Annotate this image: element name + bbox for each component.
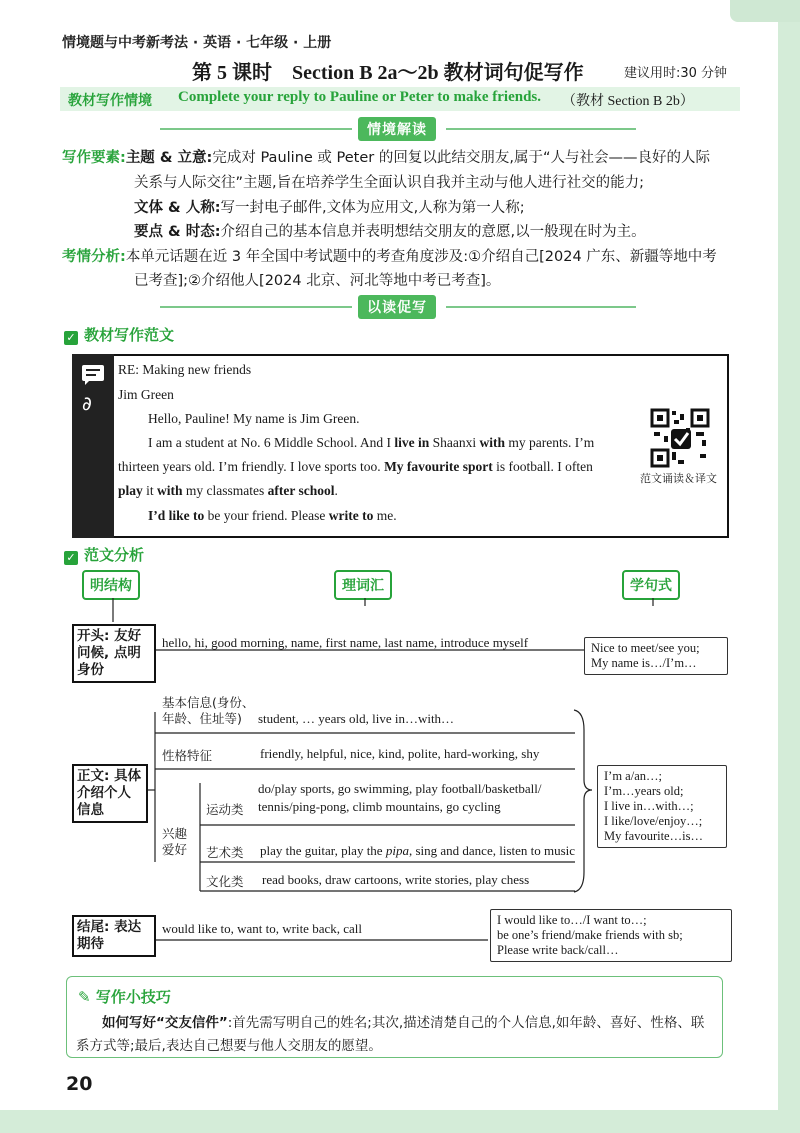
elements-line-2: 关系与人际交往”主题,旨在培养学生全面认识自我并主动与他人进行社交的能力;: [134, 175, 645, 191]
t: after school: [267, 483, 335, 498]
essay-greeting: Hello, Pauline! My name is Jim Green.: [148, 411, 360, 426]
points-key: 要点 & 时态:: [134, 224, 221, 240]
col-structure: 明结构: [82, 570, 140, 600]
t: me.: [373, 508, 397, 523]
t: it: [142, 483, 158, 498]
sample-heading: 教材写作范文: [84, 326, 175, 344]
t: I’d like to: [148, 508, 205, 523]
personality-vocab: friendly, helpful, nice, kind, polite, hard-working, shy: [260, 746, 540, 761]
style-key: 文体 & 人称:: [134, 200, 221, 216]
link-icon: ∂: [82, 393, 92, 415]
sentence: I like/love/enjoy…;: [604, 814, 703, 828]
t: My favourite sport: [384, 459, 493, 474]
points-text: 介绍自己的基本信息并表明想结交朋友的意愿,以一般现在时为主。: [220, 224, 646, 240]
t: pipa: [385, 843, 409, 858]
arts-label: 艺术类: [206, 845, 244, 860]
sentence: Nice to meet/see you;: [591, 641, 700, 655]
closing-label: 结尾: 表达期待: [72, 915, 156, 957]
essay-from: Jim Green: [118, 387, 174, 402]
sports-vocab-1: do/play sports, go swimming, play football/basketball/: [258, 781, 542, 796]
style-text: 写一封电子邮件,文体为应用文,人称为第一人称;: [220, 200, 525, 216]
t: with: [479, 435, 505, 450]
t: Shaanxi: [429, 435, 480, 450]
closing-vocab: would like to, want to, write back, call: [162, 921, 363, 936]
tips-bold: 如何写好“交友信件”: [102, 1015, 228, 1031]
culture-vocab: read books, draw cartoons, write stories, play chess: [262, 872, 530, 887]
suggested-time: 建议用时:30 分钟: [624, 66, 728, 81]
page-number: 20: [66, 1073, 93, 1095]
opening-label: 开头: 友好问候, 点明身份: [72, 624, 156, 683]
sentence: I’m…years old;: [604, 784, 684, 798]
writing-label: 写作要素:: [62, 150, 126, 166]
essay-re: RE: Making new friends: [118, 362, 252, 377]
tips-line-1: [102, 1011, 704, 1031]
check-icon: ✓: [64, 551, 78, 565]
context-label: 教材写作情境: [68, 93, 152, 109]
tips-line-2: 系方式等;最后,表达自己想要与他人交朋友的愿望。: [76, 1038, 382, 1054]
lesson-title: 第 5 课时 Section B 2a～2b 教材词句促写作: [192, 62, 584, 84]
sentence: I would like to…/I want to…;: [497, 913, 647, 927]
book-title: 情境题与中考新考法 · 英语 · 七年级 · 上册: [62, 35, 332, 51]
t: my parents. I’m: [505, 435, 595, 450]
basic-info-label-1: 基本信息(身份、: [162, 695, 255, 710]
arts-vocab: [260, 843, 575, 859]
t: .: [334, 483, 338, 498]
qr-caption: 范文诵读＆译文: [640, 472, 717, 485]
sports-vocab-2: tennis/ping-pong, climb mountains, go cycling: [258, 799, 501, 814]
body-sentences: [597, 765, 727, 848]
basic-info-vocab: student, … years old, live in…with…: [258, 711, 455, 726]
opening-vocab: hello, hi, good morning, name, first name, last name, introduce myself: [162, 635, 529, 650]
closing-sentences: [490, 909, 732, 962]
t: I am a student at No. 6 Middle School. And I: [148, 435, 395, 450]
context-text: Complete your reply to Pauline or Peter to make friends.: [178, 89, 542, 105]
exam-line-2: 已考查];②介绍他人[2024 北京、河北等地中考已考查]。: [134, 273, 501, 289]
sentence: be one’s friend/make friends with sb;: [497, 928, 683, 942]
opening-sentences: [584, 637, 728, 675]
hobby-label: 兴趣爱好: [162, 826, 188, 857]
personality-label: 性格特征: [162, 748, 213, 763]
sentence: Please write back/call…: [497, 943, 619, 957]
sentence: My favourite…is…: [604, 829, 703, 843]
tips-heading: 写作小技巧: [95, 988, 171, 1006]
exam-label: 考情分析:: [62, 249, 126, 265]
exam-text-1: 本单元话题在近 3 年全国中考试题中的考查角度涉及:①介绍自己[2024 广东、新疆等地中考: [125, 249, 717, 265]
analysis-heading: 范文分析: [84, 546, 145, 564]
tips-text-1: :首先需写明自己的姓名;其次,描述清楚自己的个人信息,如年龄、喜好、性格、联: [227, 1015, 705, 1031]
col-vocab: 理词汇: [334, 570, 392, 600]
culture-label: 文化类: [206, 874, 244, 889]
t: play the guitar, play the: [260, 843, 386, 858]
theme-key: 主题 & 立意:: [125, 150, 213, 166]
check-icon: ✓: [64, 331, 78, 345]
t: live in: [394, 435, 430, 450]
divider-situation: 情境解读: [358, 117, 436, 141]
sentence: I’m a/an…;: [604, 769, 662, 783]
t: with: [157, 483, 183, 498]
t: my classmates: [182, 483, 268, 498]
pen-icon: ✎: [78, 988, 91, 1006]
t: is football. I often: [492, 459, 593, 474]
t: , sing and dance, listen to music: [408, 843, 576, 858]
basic-info-label-2: 年龄、住址等): [162, 711, 242, 726]
sports-label: 运动类: [206, 802, 244, 817]
sentence: I live in…with…;: [604, 799, 694, 813]
col-sentence: 学句式: [622, 570, 680, 600]
sentence: My name is…/I’m…: [591, 656, 697, 670]
body-label: 正文: 具体介绍个人信息: [72, 764, 148, 823]
t: write to: [328, 508, 374, 523]
context-source: （教材 Section B 2b）: [562, 94, 694, 109]
tips-heading-row: [78, 986, 171, 1007]
t: be your friend. Please: [204, 508, 329, 523]
divider-reading: 以读促写: [358, 295, 436, 319]
t: play: [118, 483, 143, 498]
t: thirteen years old. I’m friendly. I love sports too.: [118, 459, 385, 474]
theme-text: 完成对 Pauline 或 Peter 的回复以此结交朋友,属于“人与社会——良好的人际: [212, 150, 710, 166]
